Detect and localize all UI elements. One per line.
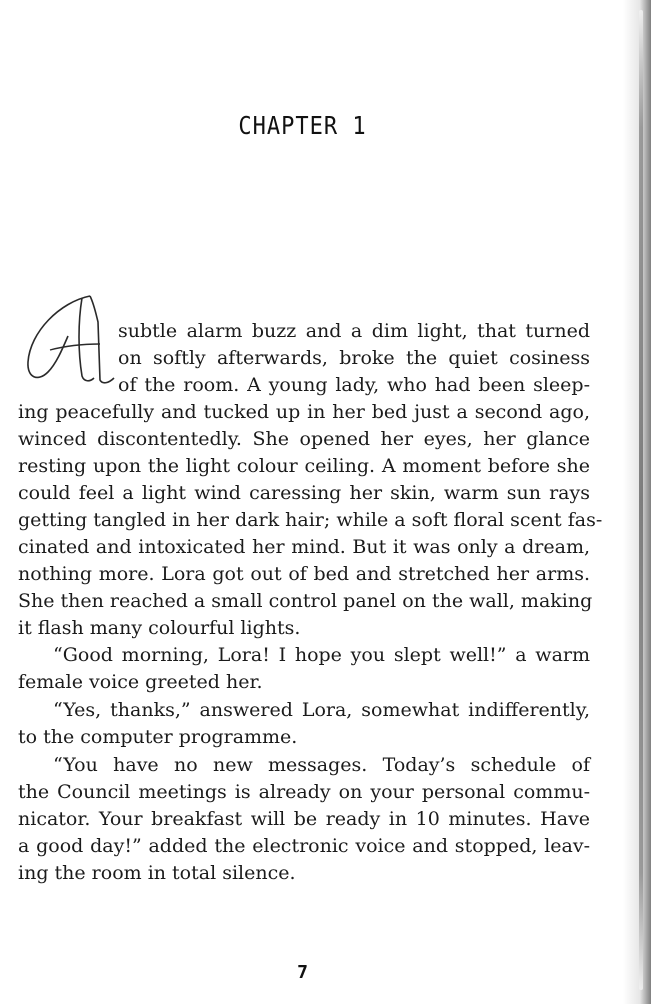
text-line: female voice greeted her.: [18, 671, 263, 693]
text-line: nothing more. Lora got out of bed and stretched her arms.: [18, 563, 590, 585]
text-line: the Council meetings is already on your personal commu-: [18, 781, 590, 803]
text-line: getting tangled in her dark hair; while a soft floral scent fas-: [18, 509, 603, 531]
text-line: cinated and intoxicated her mind. But it was only a dream,: [18, 536, 590, 558]
text-line: She then reached a small control panel on the wall, making: [18, 590, 593, 612]
text-line: nicator. Your breakfast will be ready in 10 minutes. Have: [18, 808, 590, 830]
text-line: on softly afterwards, broke the quiet cosiness: [118, 347, 590, 369]
text-line: a good day!” added the electronic voice and stopped, leav-: [18, 835, 590, 857]
text-line: “Good morning, Lora! I hope you slept well!” a warm: [53, 644, 590, 666]
text-line: “You have no new messages. Today’s schedule of: [53, 754, 590, 776]
text-line: subtle alarm buzz and a dim light, that turned: [118, 320, 590, 342]
text-line: ing the room in total silence.: [18, 862, 296, 884]
page-edge-line: [639, 10, 643, 990]
text-line: “Yes, thanks,” answered Lora, somewhat indifferently,: [53, 699, 590, 721]
text-line: to the computer programme.: [18, 726, 298, 748]
page-number: 7: [297, 962, 308, 983]
text-line: of the room. A young lady, who had been sleep-: [118, 374, 590, 396]
chapter-title: CHAPTER 1: [238, 112, 367, 141]
text-line: winced discontentedly. She opened her eyes, her glance: [18, 428, 590, 450]
text-line: resting upon the light colour ceiling. A moment before she: [18, 455, 590, 477]
page-edge-shadow: [623, 0, 651, 1004]
text-line: it flash many colourful lights.: [18, 617, 301, 639]
text-line: ing peacefully and tucked up in her bed just a second ago,: [18, 401, 590, 423]
text-line: could feel a light wind caressing her skin, warm sun rays: [18, 482, 590, 504]
